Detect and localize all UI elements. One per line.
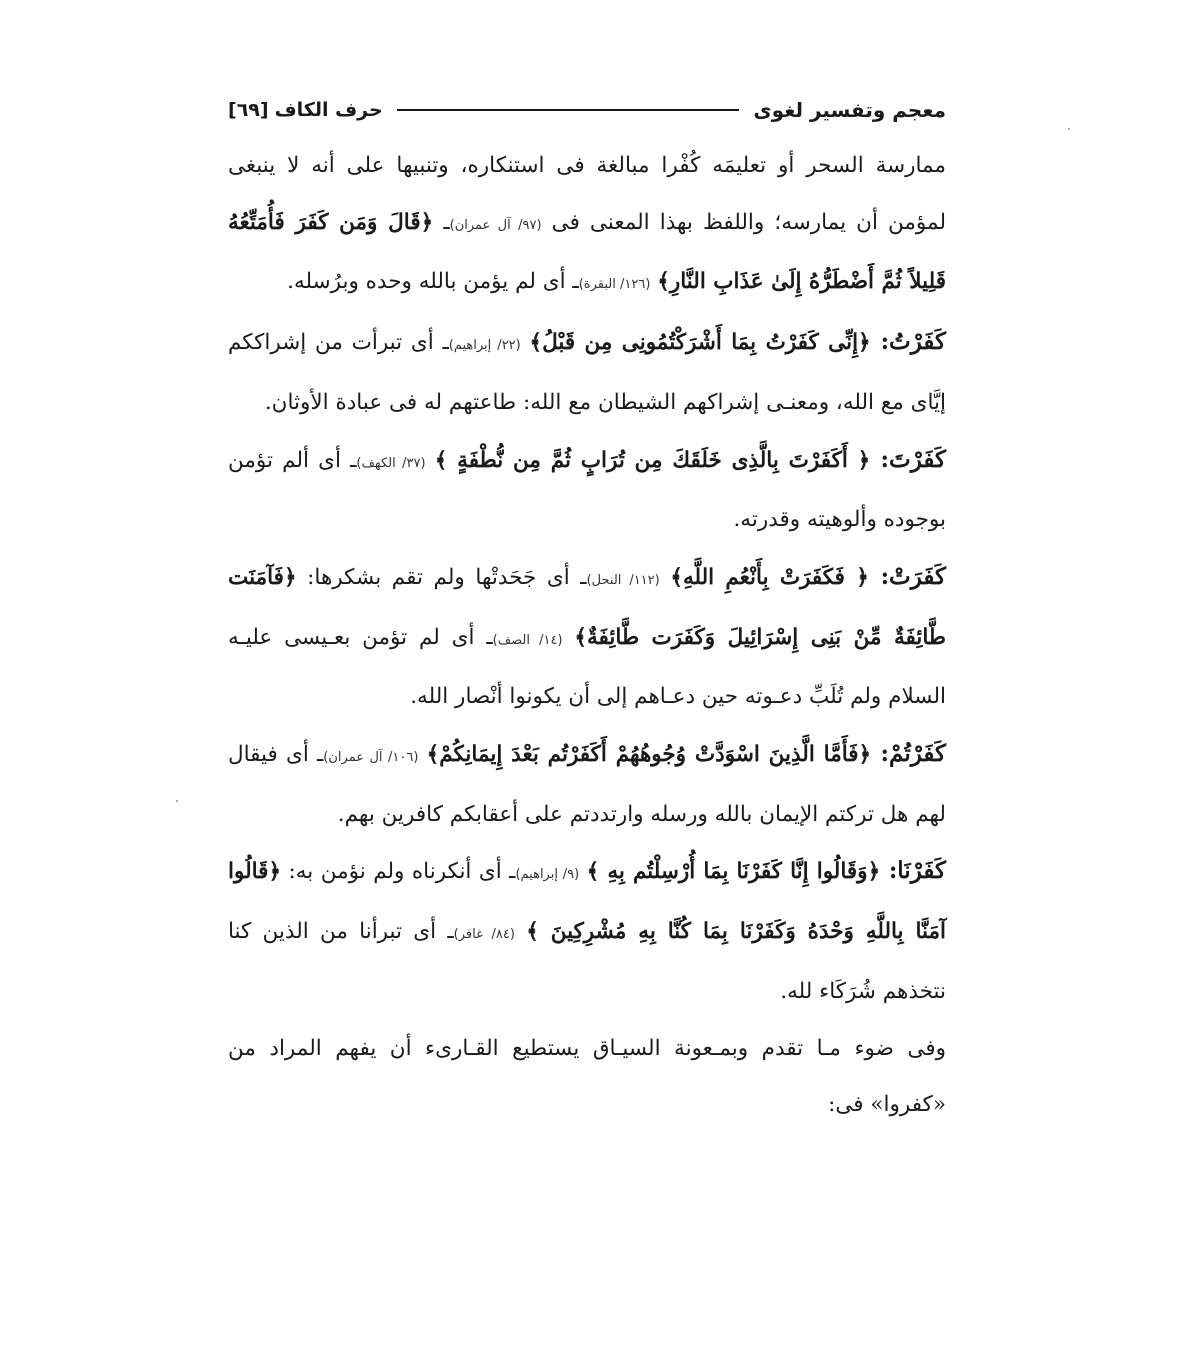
entry-headword: كَفَرْتُمْ: [871, 740, 946, 768]
paragraph [228, 726, 946, 843]
quran-verse: ﴿قَالُوا آمَنَّا بِاللَّهِ وَحْدَهُ وَكَفَرْنَا بِمَا كُنَّا بِهِ مُشْرِكِينَ ﴾ [228, 859, 947, 945]
verse-reference: (٩/ إبراهيم) [515, 867, 580, 883]
quran-verse: ﴿قَالَ وَمَن كَفَرَ فَأُمَتِّعُهُ قَلِيلاً ثُمَّ أَضْطَرُّهُ إِلَىٰ عَذَابِ النَّارِ﴾ [228, 209, 946, 295]
document-page [228, 92, 946, 1222]
document-body [228, 138, 946, 1134]
paragraph [228, 549, 946, 726]
paragraph-text: ـ أى لم يؤمن بالله وحده وبرُسله. [287, 269, 579, 295]
verse-reference: (١١٢/ النحل) [586, 572, 660, 588]
verse-reference: (٩٧/ آل عمران) [449, 217, 542, 233]
verse-reference: (٢٢/ إبراهيم) [448, 338, 521, 354]
paragraph-text: ـ أى تبرأنا من الذين كنا نتخذهم شُرَكَاء لله. [228, 919, 946, 1004]
running-header [228, 92, 946, 128]
verse-reference: (١٠٦/ آل عمران) [323, 750, 419, 766]
paragraph-text: ـ أى لم تؤمن بعـيسى عليـه السلام ولم تُلَبِّ دعـوته حين دعـاهم إلى أن يكونوا أنْصار الله. [228, 624, 946, 710]
paragraph-text [660, 565, 671, 590]
paragraph [228, 1021, 946, 1134]
quran-verse: ﴿إِنِّى كَفَرْتُ بِمَا أَشْرَكْتُمُونِى مِن قَبْلُ﴾ [529, 330, 871, 356]
paragraph-text: ـ [433, 209, 450, 235]
quran-verse: ﴿ أَكَفَرْتَ بِالَّذِى خَلَقَكَ مِن تُرَابٍ ثُمَّ مِن نُّطْفَةٍ ﴾ [434, 447, 871, 473]
page-number: [٦٩] [228, 99, 269, 121]
paragraph [228, 843, 946, 1020]
section-title: حرف الكاف [274, 99, 383, 121]
paragraph [228, 314, 946, 431]
paragraph-text: ـ أى ألم تؤمن بوجوده وألوهيته وقدرته. [228, 447, 946, 533]
paragraph [228, 432, 946, 549]
verse-reference: (٣٧/ الكهف) [356, 455, 426, 471]
scan-speck [176, 800, 178, 802]
quran-verse: ﴿فَآمَنَت طَّائِفَةٌ مِّنْ بَنِى إِسْرَائِيلَ وَكَفَرَت طَّائِفَةٌ﴾ [228, 564, 946, 650]
book-title: معجم وتفسير لغوى [753, 98, 946, 122]
entry-headword: كَفَرْتُ: [870, 328, 946, 356]
paragraph-text: ـ أى تبرأت من إشراككم إيَّاى مع الله، ومعنـى إشراكهم الشيطان مع الله: طاعتهم له فى عبادة الأوثان. [228, 330, 946, 415]
scan-speck [1068, 128, 1070, 130]
entry-headword: كَفَرْنَا: [880, 857, 946, 885]
entry-headword: كَفَرْتَ: [870, 445, 946, 473]
paragraph-text: ـ أى فيقال لهم هل تركتم الإيمان بالله ورسله وارتددتم على أعقابكم كافرين بهم. [228, 742, 946, 827]
verse-reference: (١٤/ الصف) [492, 632, 563, 648]
paragraph-text: ـ أى أنكرناه ولم نؤمن به: [281, 859, 516, 885]
quran-verse: ﴿فَأَمَّا الَّذِينَ اسْوَدَّتْ وُجُوهُهُمْ أَكَفَرْتُم بَعْدَ إِيمَانِكُمْ﴾ [426, 742, 872, 768]
paragraph [228, 138, 946, 314]
paragraph-text: ـ أى جَحَدتْها ولم تقم بشكرها: [296, 564, 587, 590]
verse-reference: (٨٤/ غافر) [453, 927, 515, 943]
paragraph-text [515, 919, 526, 944]
quran-verse: ﴿وَقَالُوا إِنَّا كَفَرْنَا بِمَا أُرْسِلْتُم بِهِ ﴾ [586, 859, 881, 885]
paragraph-text [563, 625, 575, 650]
header-rule [397, 109, 740, 111]
paragraph-text: وفى ضوء مـا تقدم وبمـعونة السيـاق يستطيع القـارىء أن يفهم المراد من «كفروا» فى: [228, 1035, 946, 1118]
paragraph-text [418, 742, 426, 767]
quran-verse: ﴿ فَكَفَرَتْ بِأَنْعُمِ اللَّهِ﴾ [670, 564, 869, 590]
paragraph-text [579, 859, 586, 884]
paragraph-text [426, 448, 435, 473]
paragraph-text: ممارسة السحر أو تعليمَه كُفْرا مبالغة فى استنكاره، وتنبيها على أنه لا ينبغى لمؤمن أن يمارسه؛ واللفظ بهذا المعنى فى [228, 153, 946, 235]
verse-reference: (١٢٦/ البقرة) [578, 277, 651, 293]
entry-headword: كَفَرَتْ: [868, 562, 946, 590]
